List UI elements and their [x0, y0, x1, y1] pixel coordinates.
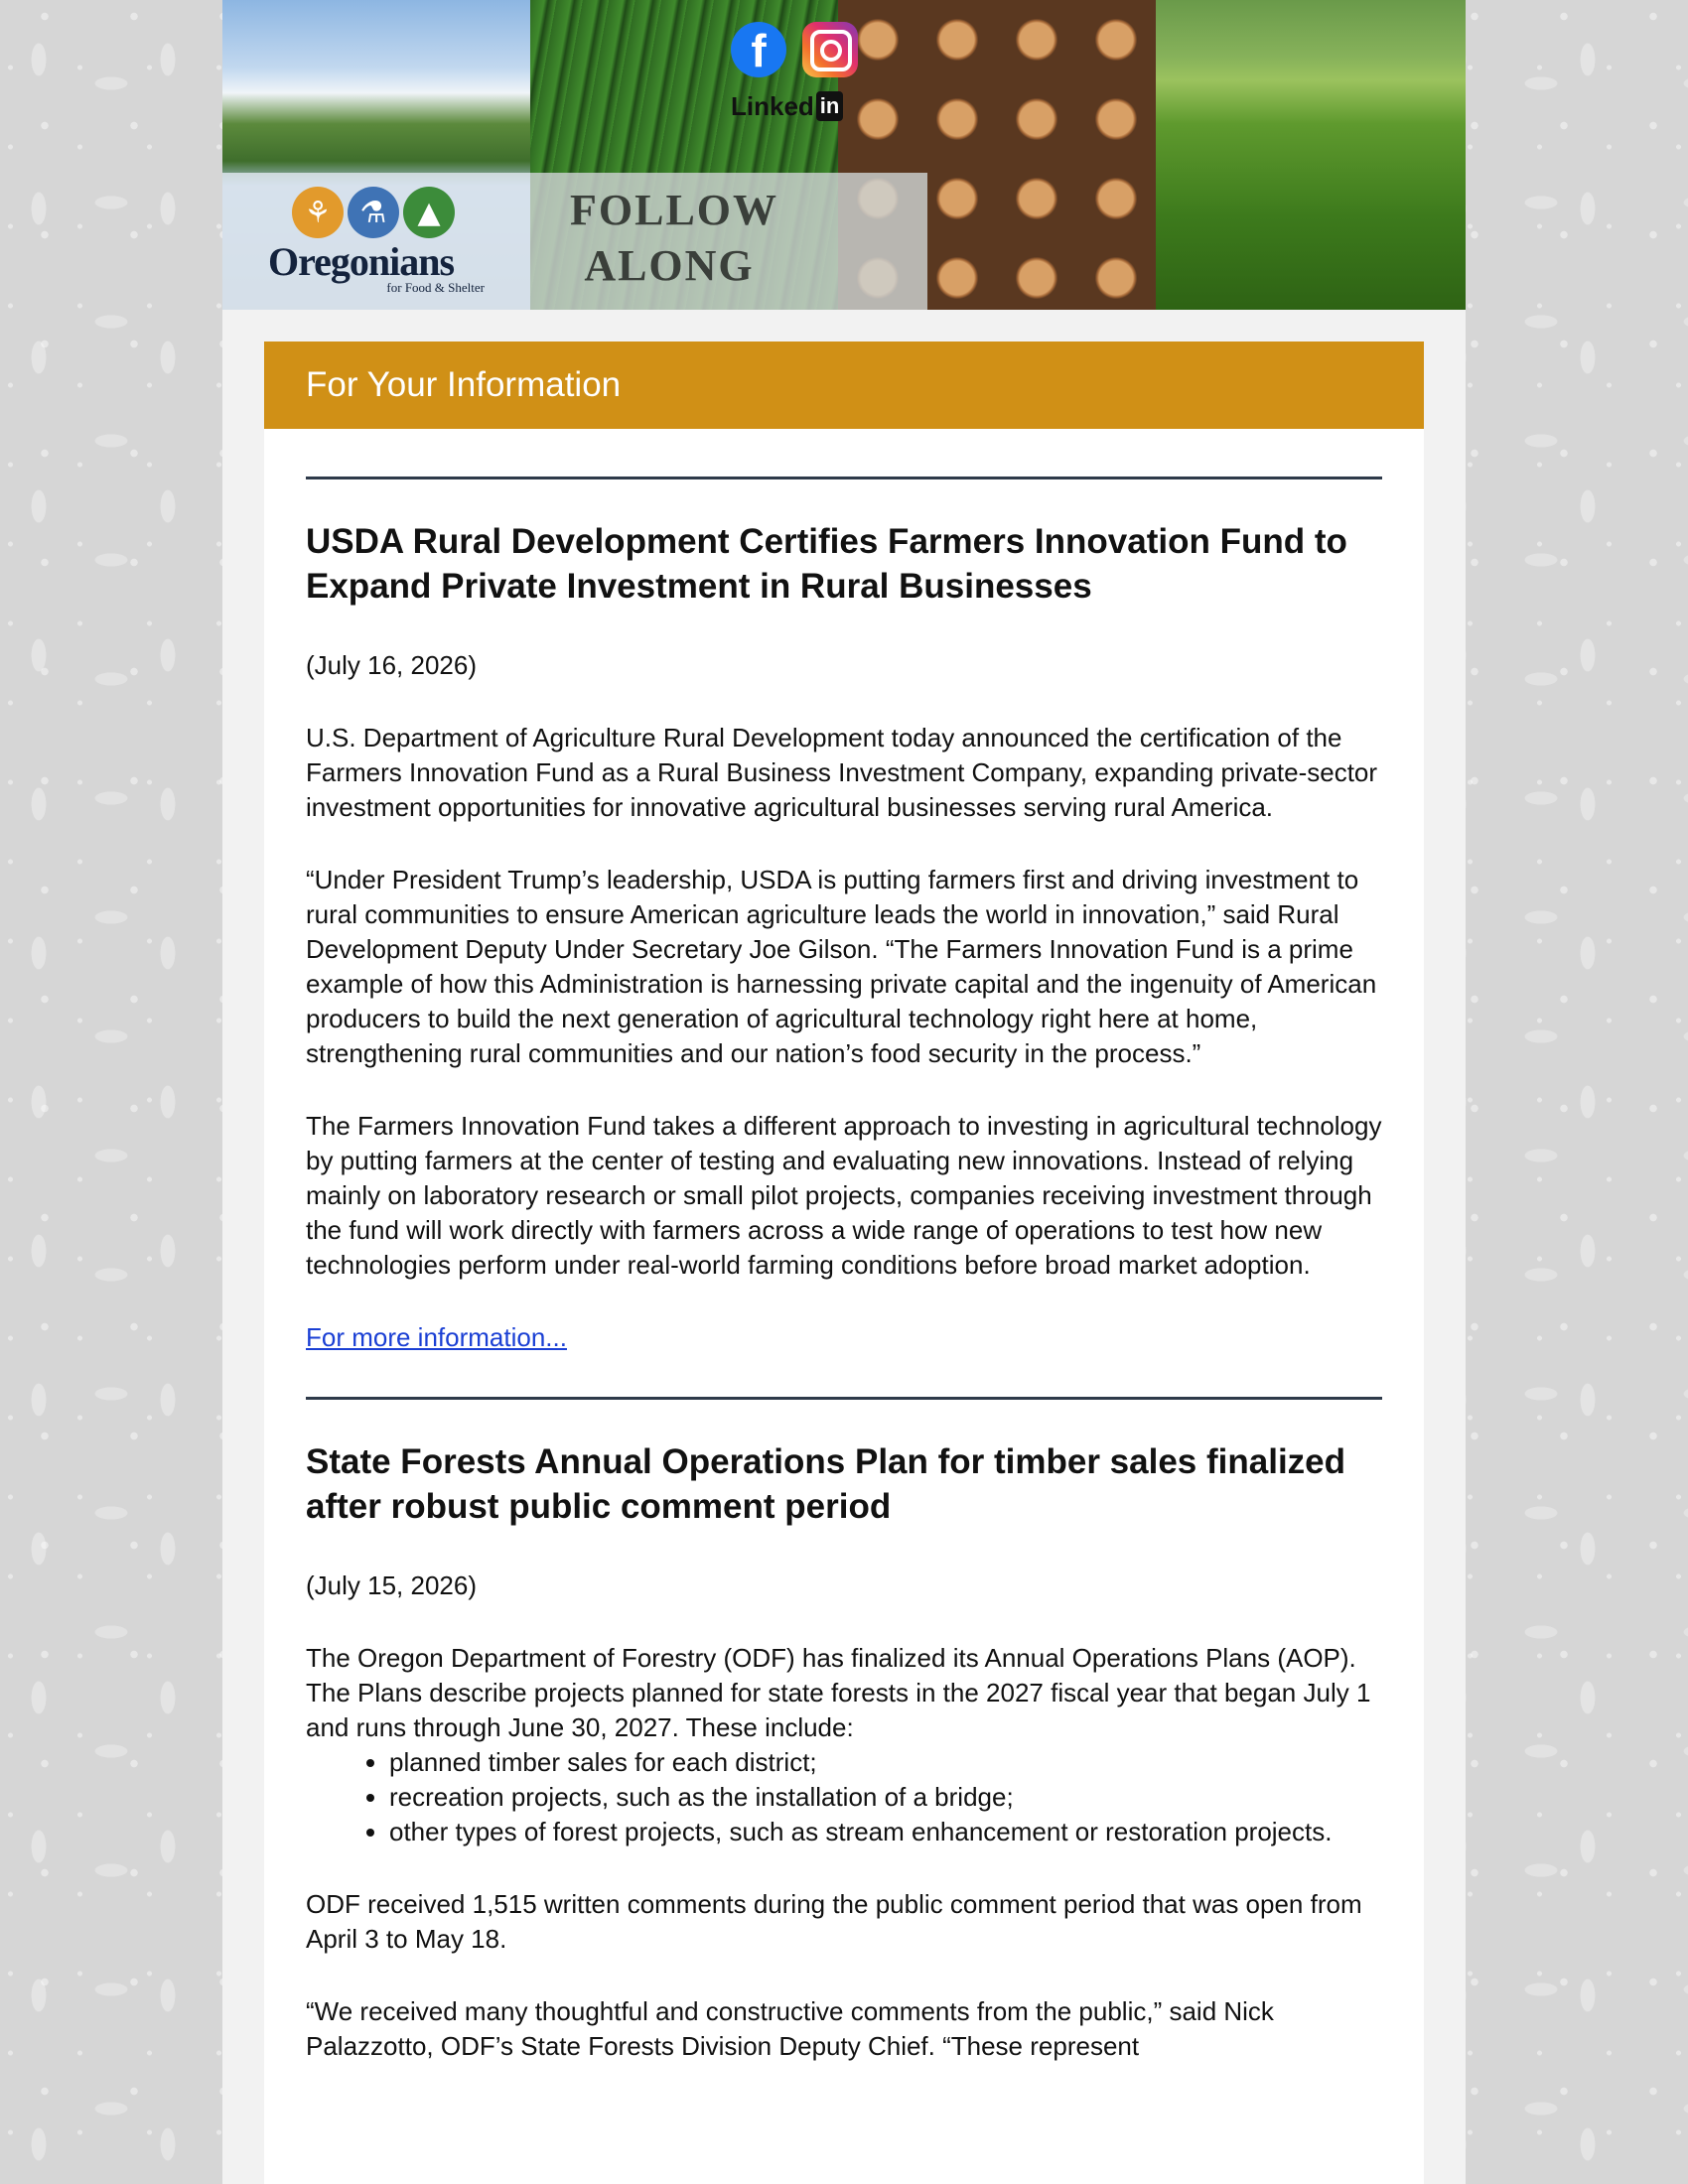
divider	[306, 1397, 1382, 1400]
wheat-icon: ⚘	[292, 187, 344, 238]
linkedin-wordmark: Linked	[731, 90, 814, 121]
article-paragraph: “Under President Trump’s leadership, USDA is putting farmers first and driving investment to rural communities to ensure American agriculture leads the world in innovation,” said Rural Development Deputy Under Secretary Joe Gilson. “The Farmers Innovation Fund is a prime example of how this Administration is harnessing private capital and the ingenuity of American producers to build the next generation of agricultural technology right here at home, strengthening rural communities and our nation’s food security in the process.”	[306, 865, 1377, 1068]
content-card	[264, 341, 1424, 2184]
project-list	[306, 1745, 1382, 1849]
article-paragraph: “We received many thoughtful and constructive comments from the public,” said Nick Palazzotto, ODF’s State Forests Division Deputy Chief. “These represent	[306, 1996, 1274, 2061]
article-intro: The Oregon Department of Forestry (ODF) has finalized its Annual Operations Plans (AOP). The Plans describe projects planned for state forests in the 2027 fiscal year that began July 1 and runs through June 30, 2027. These include:	[306, 1643, 1371, 1742]
article-headline: State Forests Annual Operations Plan for timber sales finalized after robust public comment period	[306, 1442, 1346, 1526]
tree-icon: ▲	[403, 187, 455, 238]
organization-logo[interactable]	[222, 173, 530, 310]
article-usda	[306, 477, 1382, 1355]
article-state-forests	[306, 1397, 1382, 2064]
article-date: (July 15, 2026)	[306, 1570, 477, 1600]
follow-line-2: ALONG	[584, 241, 755, 290]
article-paragraph: ODF received 1,515 written comments during the public comment period that was open from April 3 to May 18.	[306, 1889, 1362, 1954]
more-information-link[interactable]: For more information...	[306, 1322, 567, 1352]
email-container	[222, 0, 1466, 2184]
follow-line-1: FOLLOW	[570, 186, 779, 234]
article-date: (July 16, 2026)	[306, 650, 477, 680]
linkedin-in-badge: in	[816, 91, 844, 121]
article-paragraph: The Farmers Innovation Fund takes a different approach to investing in agricultural technology by putting farmers at the center of testing and evaluating new innovations. Instead of relying mainly on laboratory research or small pilot projects, companies receiving investment through the fund will work directly with farmers across a wide range of operations to test how new technologies perform under real-world farming conditions before broad market adoption.	[306, 1111, 1382, 1280]
articles	[306, 477, 1382, 2106]
divider	[306, 477, 1382, 479]
follow-along-text	[570, 183, 779, 294]
article-paragraph: U.S. Department of Agriculture Rural Development today announced the certification of the Farmers Innovation Fund as a Rural Business Investment Company, expanding private-sector investment opportunities for innovative agricultural businesses serving rural America.	[306, 723, 1378, 822]
list-item: • planned timber sales for each district;	[389, 1745, 1382, 1780]
list-item: • recreation projects, such as the installation of a bridge;	[389, 1780, 1382, 1815]
list-item: • other types of forest projects, such as stream enhancement or restoration projects.	[389, 1815, 1382, 1849]
facebook-icon[interactable]: f	[731, 22, 786, 77]
flask-icon: ⚗	[348, 187, 399, 238]
logo-tagline: for Food & Shelter	[386, 280, 485, 295]
logo-name: Oregonians	[268, 239, 455, 284]
instagram-icon[interactable]	[802, 22, 858, 77]
header-banner	[222, 0, 1466, 310]
linkedin-icon[interactable]	[731, 89, 843, 123]
section-title-bar: For Your Information	[264, 341, 1424, 429]
follow-along-box	[530, 173, 927, 310]
article-headline: USDA Rural Development Certifies Farmers Innovation Fund to Expand Private Investment in Rural Businesses	[306, 522, 1347, 606]
grass-field-photo	[1156, 0, 1466, 310]
